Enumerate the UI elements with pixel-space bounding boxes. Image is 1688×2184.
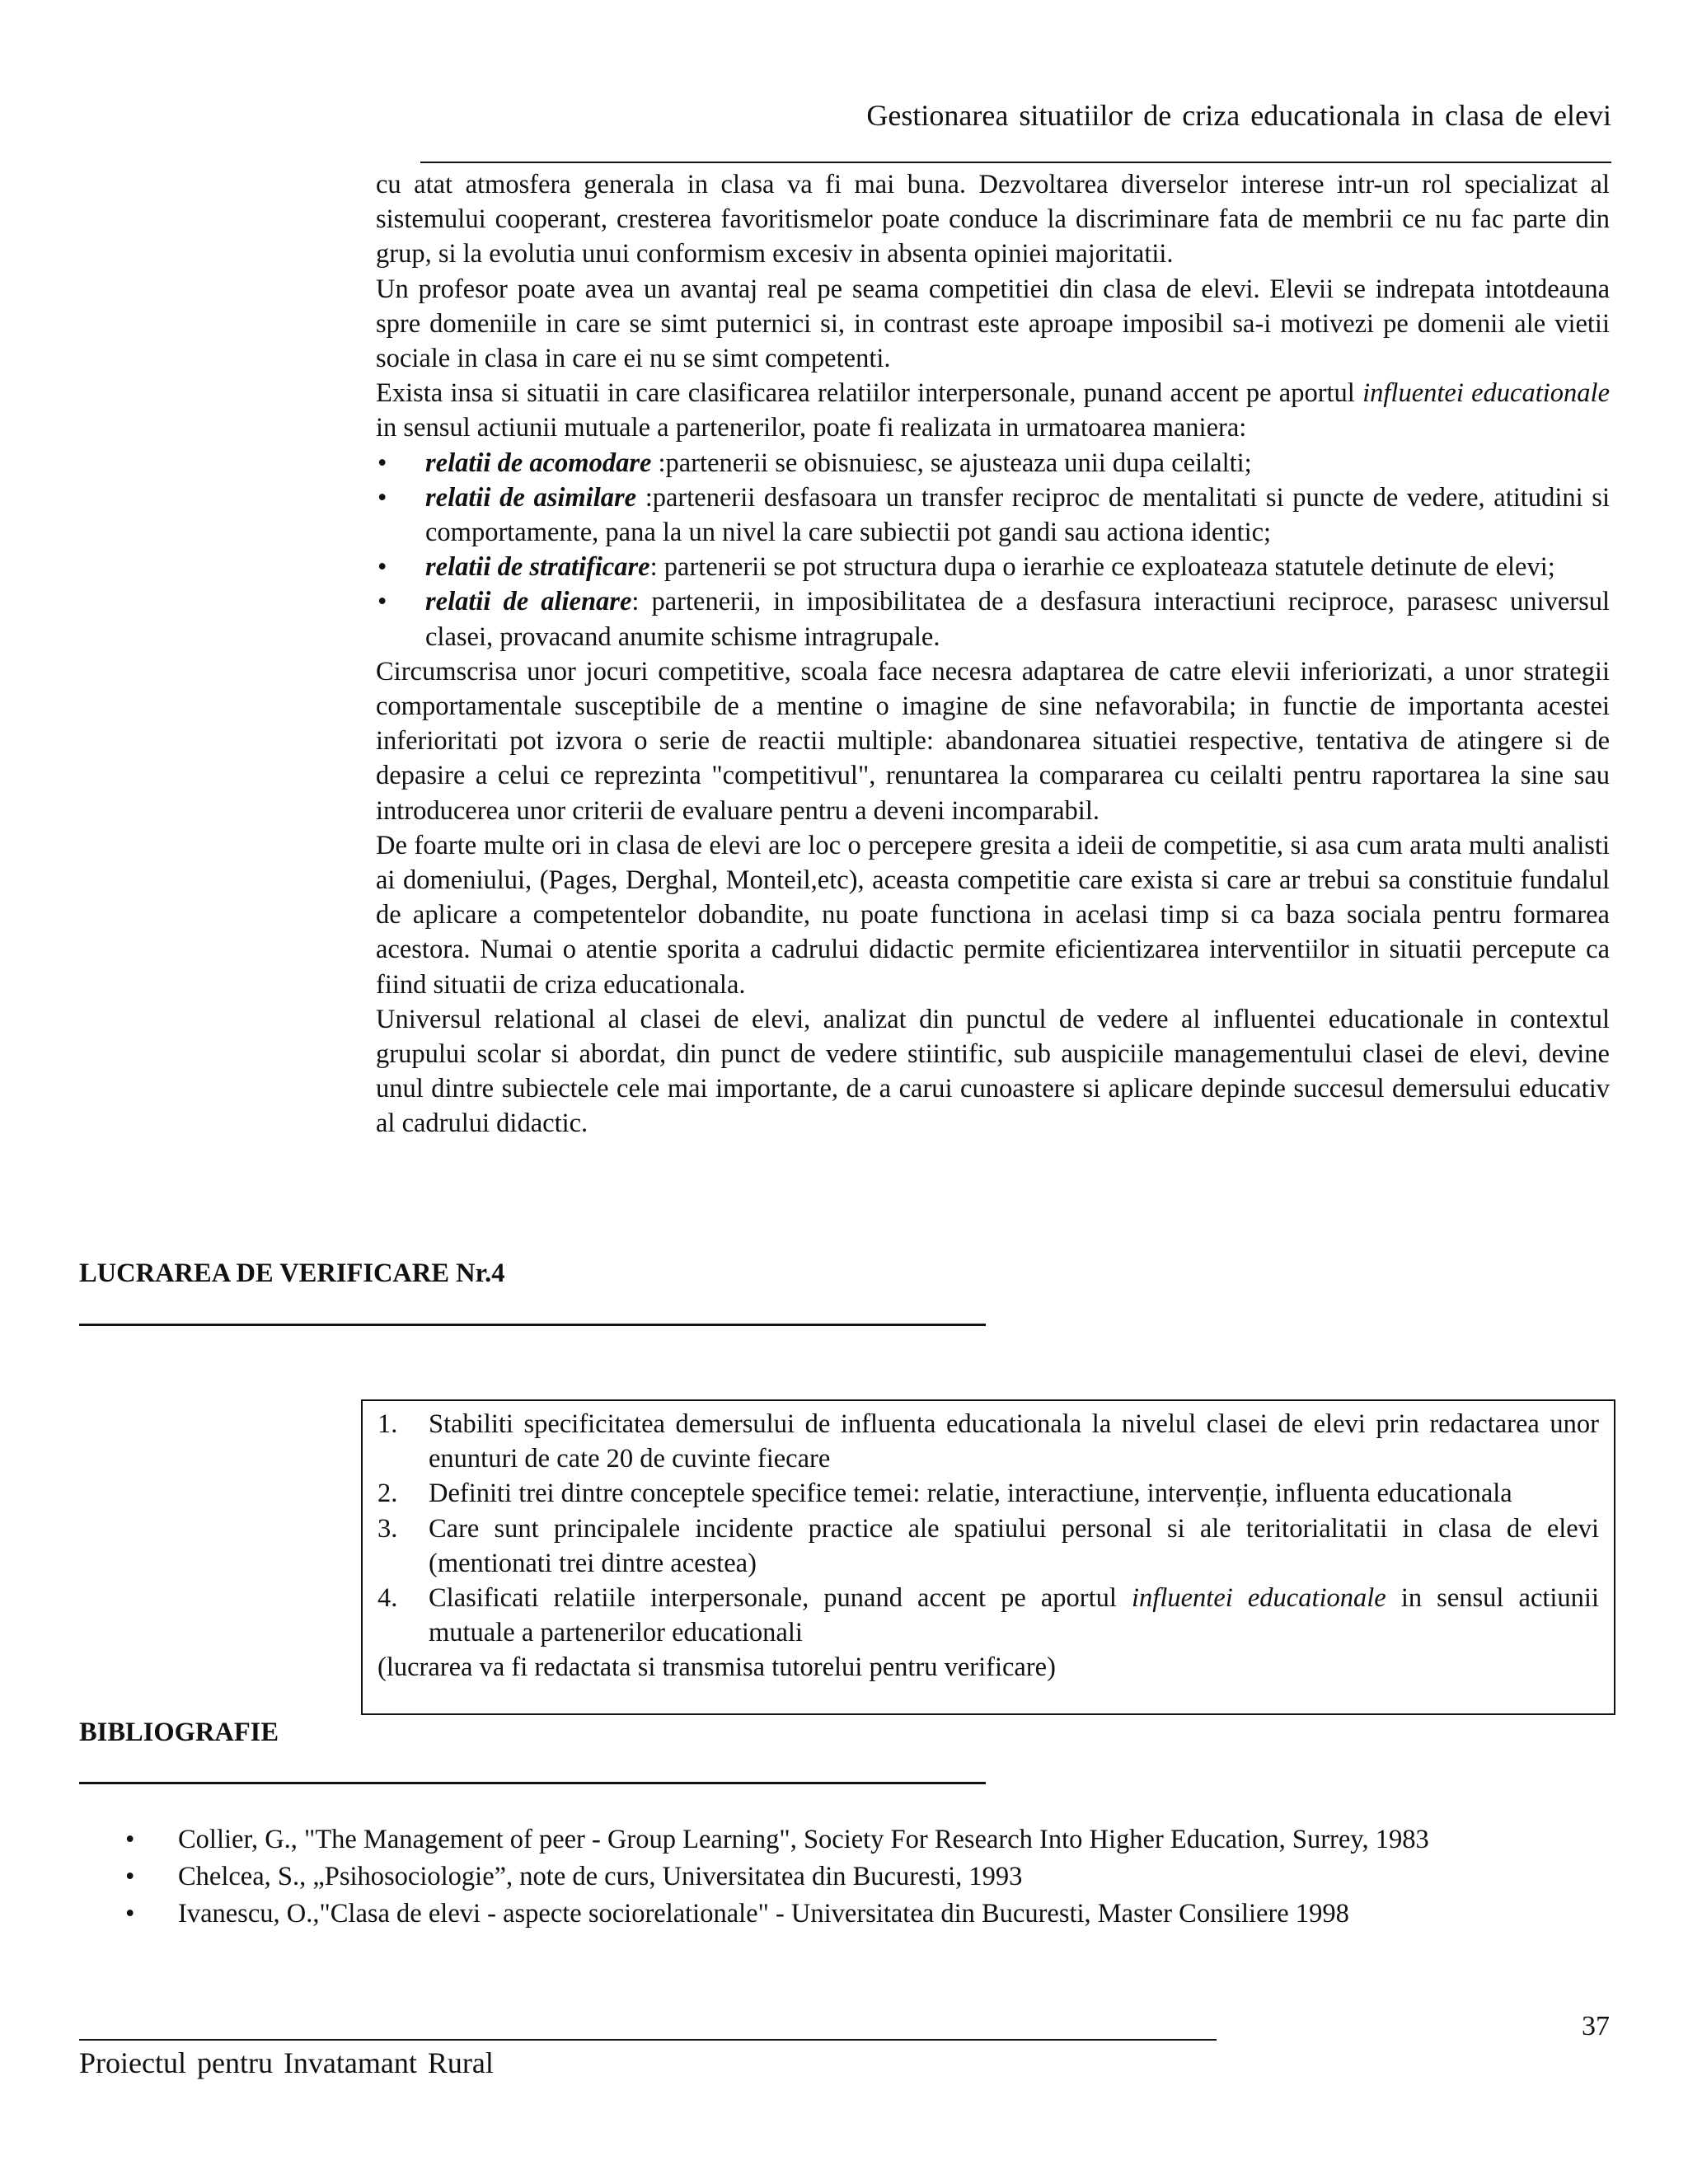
paragraph-3-end: in sensul actiunii mutuale a partenerilor, poate fi realizata in urmatoarea maniera: — [376, 413, 1247, 443]
bullet-icon: • — [125, 1825, 135, 1854]
relations-list — [376, 446, 1610, 654]
bibliography-entry: Collier, G., "The Management of peer - Group Learning", Society For Research Into Higher Education, Surrey, 1983 — [178, 1825, 1429, 1854]
exercise-note: (lucrarea va fi redactata si transmisa tutorelui pentru verificare) — [377, 1652, 1056, 1683]
item-text-emphasis: influentei educationale — [1132, 1583, 1386, 1614]
running-header: Gestionarea situatiilor de criza educationala in clasa de elevi — [866, 99, 1611, 132]
list-item — [124, 1858, 1624, 1896]
item-text: Care sunt principalele incidente practice ale spatiului personal si ale teritorialitatii in clasa de elevi (mentionati trei dintre acestea) — [429, 1513, 1599, 1578]
item-number: 2. — [377, 1479, 398, 1509]
paragraph-1: cu atat atmosfera generala in clasa va fi mai buna. Dezvoltarea diverselor interese intr-un rol specializat al sistemului cooperant, cresterea favoritismelor poate conduce la discriminare fata de membrii ce nu fac parte din grup, si la evolutia unui conformism excesiv in absenta opiniei majoritatii. — [376, 170, 1610, 269]
bibliography-list — [124, 1821, 1624, 1933]
footer-rule — [79, 2039, 1217, 2041]
bullet-icon: • — [377, 587, 387, 617]
item-number: 1. — [377, 1409, 398, 1439]
header-rule — [420, 162, 1611, 163]
relation-text: :partenerii desfasoara un transfer reciproc de mentalitati si puncte de vedere, atitudini si comportamente, pana la un nivel la care subiectii pot gandi sau actiona identic; — [425, 482, 1610, 548]
bullet-icon: • — [377, 482, 387, 513]
list-item — [376, 550, 1610, 584]
list-item — [124, 1821, 1624, 1858]
paragraph-2: Un profesor poate avea un avantaj real pe seama competitiei din clasa de elevi. Elevii se indrepata intotdeauna spre domeniile in care se simt puternici si, in contrast este aproape imposibil sa-i motivezi pe domenii ale vietii sociale in clasa in care ei nu se simt competenti. — [376, 274, 1610, 374]
running-footer: Proiectul pentru Invatamant Rural — [79, 2046, 494, 2079]
relation-text: : partenerii, in imposibilitatea de a desfasura interactiuni reciproce, parasesc universul clasei, provacand anumite schisme intragrupale. — [425, 587, 1611, 652]
bullet-icon: • — [377, 448, 387, 478]
paragraph-6: Universul relational al clasei de elevi, analizat din punctul de vedere al influentei educationale in contextul grupului scolar si abordat, din punct de vedere stiintific, sub auspiciile managementului clasei de elevi, devine unul dintre subiectele cele mai importante, de a carui cunoastere si aplicare depinde succesul demersului educativ al cadrului didactic. — [376, 1004, 1610, 1139]
bullet-icon: • — [377, 552, 387, 583]
list-item — [376, 480, 1610, 550]
paragraph-3-start: Exista insa si situatii in care clasificarea relatiilor interpersonale, punand accent pe aportul — [376, 378, 1363, 409]
list-item — [124, 1896, 1624, 1933]
bullet-icon: • — [125, 1899, 135, 1929]
verification-title-rule — [79, 1324, 986, 1326]
list-item — [377, 1511, 1599, 1581]
item-text: Stabiliti specificitatea demersului de influenta educationala la nivelul clasei de elevi prin redactarea unor enunturi de cate 20 de cuvinte fiecare — [429, 1409, 1599, 1474]
relation-term: relatii de stratificare — [425, 552, 650, 583]
list-item — [377, 1581, 1599, 1650]
page-number: 37 — [1582, 2011, 1610, 2041]
relation-text: :partenerii se obisnuiesc, se ajusteaza unii dupa ceilalti; — [651, 448, 1252, 478]
bibliography-title: BIBLIOGRAFIE — [79, 1718, 279, 1747]
exercise-box — [361, 1399, 1615, 1715]
paragraph-5: De foarte multe ori in clasa de elevi are loc o percepere gresita a ideii de competitie, si asa cum arata multi analisti ai domeniului, (Pages, Derghal, Monteil,etc), aceasta competitie care exista si care ar trebui sa constituie fundalul de aplicare a competentelor dobandite, nu poate functiona in acelasi timp si ca baza sociala pentru formarea acestora. Numai o atentie sporita a cadrului didactic permite eficientizarea interventiilor in situatii percepute ca fiind situatii de criza educationala. — [376, 830, 1610, 1000]
bibliography-entries — [124, 1821, 1624, 1933]
verification-title: LUCRAREA DE VERIFICARE Nr.4 — [79, 1258, 505, 1288]
relation-term: relatii de asimilare — [425, 482, 637, 513]
bibliography-entry: Chelcea, S., „Psihosociologie”, note de curs, Universitatea din Bucuresti, 1993 — [178, 1862, 1023, 1891]
item-number: 3. — [377, 1513, 398, 1544]
bibliography-title-rule — [79, 1782, 986, 1784]
relation-text: : partenerii se pot structura dupa o ierarhie ce exploateaza statutele detinute de elevi; — [649, 552, 1555, 583]
list-item — [377, 1407, 1599, 1476]
bullet-icon: • — [125, 1862, 135, 1891]
exercise-list — [377, 1407, 1599, 1650]
item-text: Definiti trei dintre conceptele specifice temei: relatie, interactiune, intervenție, influenta educationala — [429, 1479, 1512, 1509]
item-number: 4. — [377, 1583, 398, 1614]
item-text-start: Clasificati relatiile interpersonale, punand accent pe aportul — [429, 1583, 1132, 1614]
list-item — [377, 1476, 1599, 1511]
paragraph-3-emphasis: influentei educationale — [1362, 378, 1610, 409]
paragraph-4: Circumscrisa unor jocuri competitive, scoala face necesra adaptarea de catre elevii inferiorizati, a unor strategii comportamentale susceptibile de a mentine o imagine de sine nefavorabila; in functie de importanta acestei inferioritati pot izvora o serie de reactii multiple: abandonarea situatiei respective, tentativa de atingere si de depasire a celui ce reprezinta "competitivul", renuntarea la compararea cu ceilalti pentru raportarea la sine sau introducerea unor criterii de evaluare pentru a deveni incomparabil. — [376, 656, 1610, 826]
relation-term: relatii de acomodare — [425, 448, 652, 478]
paragraph-3 — [376, 376, 1610, 445]
bibliography-entry: Ivanescu, O.,"Clasa de elevi - aspecte sociorelationale" - Universitatea din Bucuresti, Master Consiliere 1998 — [178, 1899, 1349, 1929]
relation-term: relatii de alienare — [425, 587, 632, 617]
list-item — [376, 446, 1610, 480]
item-text-end: in sensul actiunii mutuale a partenerilor educationali — [429, 1583, 1599, 1648]
list-item — [376, 584, 1610, 654]
main-text — [376, 167, 1610, 1141]
